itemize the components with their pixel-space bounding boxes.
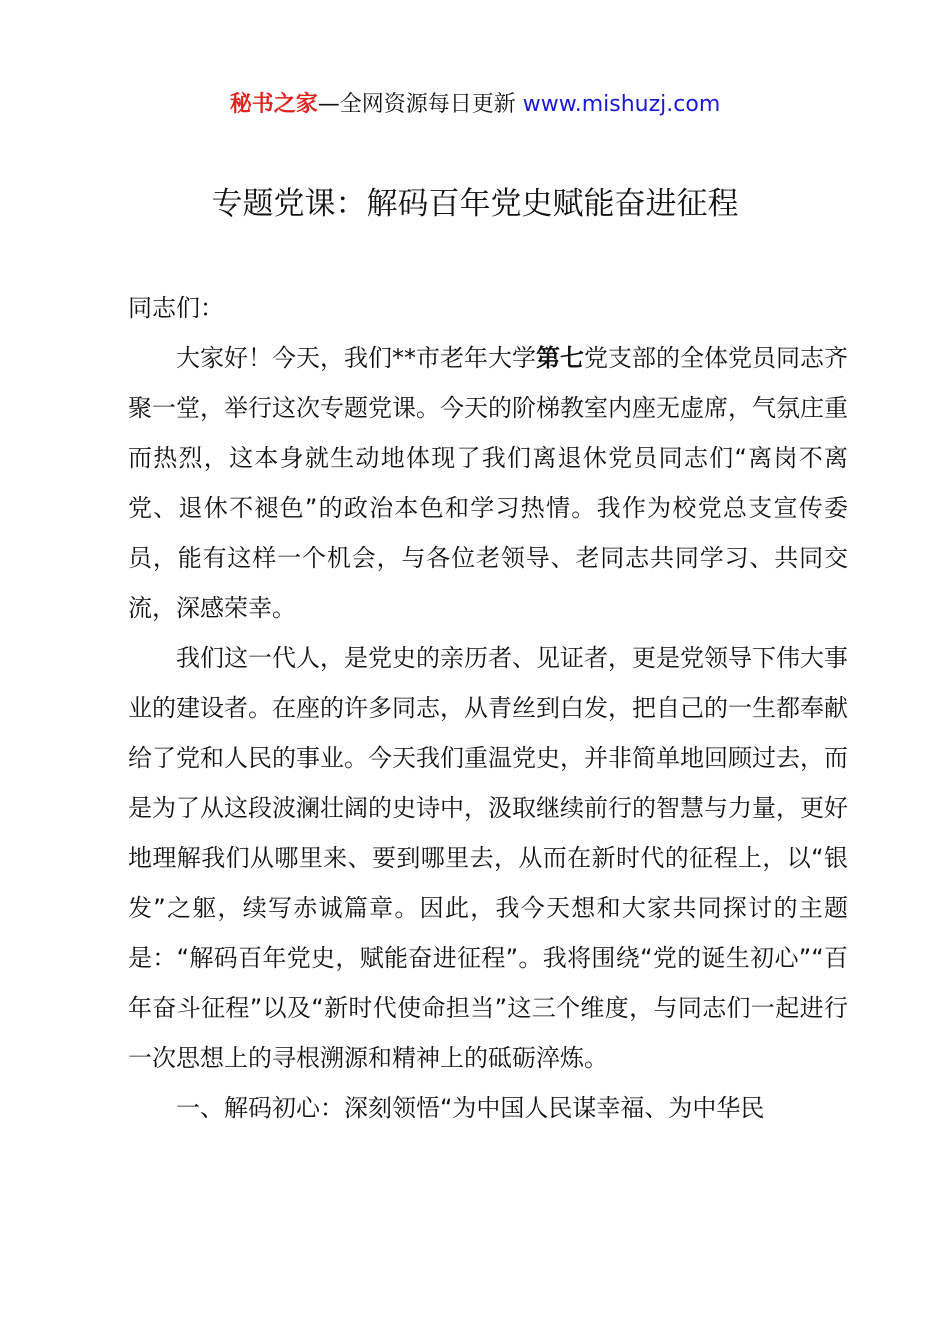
site-url-link[interactable]: www.mishuzj.com bbox=[522, 92, 721, 117]
paragraph-1-bold: 第七 bbox=[536, 344, 584, 372]
site-header bbox=[0, 90, 950, 120]
paragraph-1-rest: 党支部的全体党员同志齐聚一堂，举行这次专题党课。今天的阶梯教室内座无虚席，气氛庄重而热烈，这本身就生动地体现了我们离退休党员同志们“离岗不离党、退休不褪色”的政治本色和学习热情。我作为校党总支宣传委员，能有这样一个机会，与各位老领导、老同志共同学习、共同交流，深感荣幸。 bbox=[128, 344, 848, 622]
section-heading-1: 一、解码初心：深刻领悟“为中国人民谋幸福、为中华民 bbox=[176, 1094, 765, 1122]
header-tagline: —全网资源每日更新 bbox=[317, 92, 523, 117]
salutation: 同志们： bbox=[128, 294, 224, 322]
document-title: 专题党课：解码百年党史赋能奋进征程 bbox=[211, 186, 739, 222]
paragraph-1-start: 大家好！今天，我们**市老年大学 bbox=[176, 344, 536, 372]
brand-name: 秘书之家 bbox=[229, 92, 318, 117]
paragraph-2: 我们这一代人，是党史的亲历者、见证者，更是党领导下伟大事业的建设者。在座的许多同志，从青丝到白发，把自己的一生都奉献给了党和人民的事业。今天我们重温党史，并非简单地回顾过去，而是为了从这段波澜壮阔的史诗中，汲取继续前行的智慧与力量，更好地理解我们从哪里来、要到哪里去，从而在新时代的征程上，以“银发”之躯，续写赤诚篇章。因此，我今天想和大家共同探讨的主题是：“解码百年党史，赋能奋进征程”。我将围绕“党的诞生初心”“百年奋斗征程”以及“新时代使命担当”这三个维度，与同志们一起进行一次思想上的寻根溯源和精神上的砥砺淬炼。 bbox=[128, 644, 848, 1072]
paragraph-1 bbox=[128, 333, 848, 633]
document-body bbox=[128, 283, 848, 1133]
